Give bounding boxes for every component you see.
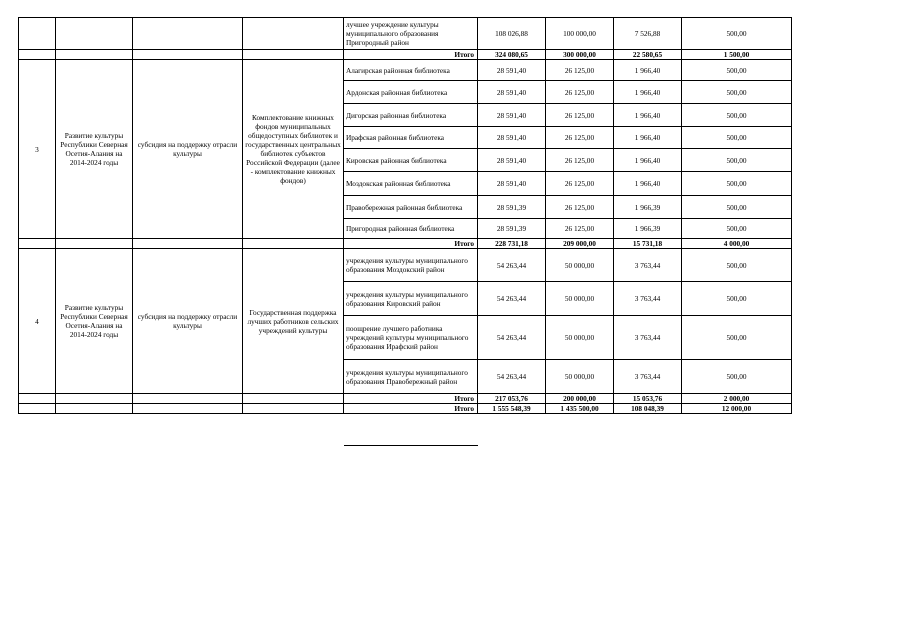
republic-amount-cell: 1 966,40: [614, 60, 682, 81]
total-amount-cell: 28 591,40: [478, 172, 546, 196]
table-row: [19, 18, 792, 50]
recipient-cell: учреждения культуры муниципального образования Кировский район: [344, 282, 478, 316]
republic-amount-cell: 1 966,40: [614, 172, 682, 196]
recipient-cell: Дигорская районная библиотека: [344, 104, 478, 127]
federal-amount-cell: 26 125,00: [546, 219, 614, 239]
recipient-cell: Алагирская районная библиотека: [344, 60, 478, 81]
subtotal-federal: 200 000,00: [546, 394, 614, 404]
grand-total-republic: 108 048,39: [614, 404, 682, 414]
recipient-cell: поощрение лучшего работника учреждений культуры муниципального образования Ирафский район: [344, 316, 478, 360]
subtotal-republic: 22 580,65: [614, 50, 682, 60]
empty-cell: [19, 394, 56, 404]
federal-amount-cell: 50 000,00: [546, 360, 614, 394]
empty-cell: [243, 394, 344, 404]
recipient-cell: Пригородная районная библиотека: [344, 219, 478, 239]
total-amount-cell: 28 591,40: [478, 149, 546, 172]
table-row: [19, 249, 792, 282]
purpose-cell: Комплектование книжных фондов муниципальных общедоступных библиотек и государственных центральных библиотек субъектов Российской Федерации (далее - комплектование книжных фондов): [243, 60, 344, 239]
total-amount-cell: 54 263,44: [478, 316, 546, 360]
total-amount-cell: 28 591,40: [478, 60, 546, 81]
total-amount-cell: 28 591,39: [478, 196, 546, 219]
total-amount-cell: 28 591,40: [478, 81, 546, 104]
federal-amount-cell: 26 125,00: [546, 60, 614, 81]
budget-table: [18, 17, 792, 414]
total-amount-cell: 108 026,88: [478, 18, 546, 50]
empty-cell: [243, 404, 344, 414]
empty-cell: [56, 239, 133, 249]
empty-cell: [133, 404, 243, 414]
republic-amount-cell: 1 966,40: [614, 104, 682, 127]
federal-amount-cell: 50 000,00: [546, 282, 614, 316]
empty-cell: [243, 50, 344, 60]
republic-amount-cell: 1 966,39: [614, 219, 682, 239]
subtotal-local: 4 000,00: [682, 239, 792, 249]
recipient-cell: Ирафская районная библиотека: [344, 127, 478, 149]
table-row: [19, 60, 792, 81]
federal-amount-cell: 26 125,00: [546, 127, 614, 149]
recipient-cell: Кировская районная библиотека: [344, 149, 478, 172]
program-cell: Развитие культуры Республики Северная Осетия-Алания на 2014-2024 годы: [56, 249, 133, 394]
federal-amount-cell: 50 000,00: [546, 249, 614, 282]
subtotal-local: 2 000,00: [682, 394, 792, 404]
program-cell: Развитие культуры Республики Северная Осетия-Алания на 2014-2024 годы: [56, 60, 133, 239]
local-amount-cell: 500,00: [682, 360, 792, 394]
empty-cell: [19, 50, 56, 60]
republic-amount-cell: 7 526,88: [614, 18, 682, 50]
purpose-cell: Государственная поддержка лучших работников сельских учреждений культуры: [243, 249, 344, 394]
grand-total-row: [19, 404, 792, 414]
total-amount-cell: 54 263,44: [478, 360, 546, 394]
signature-line: [344, 445, 478, 446]
empty-cell: [56, 404, 133, 414]
federal-amount-cell: 50 000,00: [546, 316, 614, 360]
local-amount-cell: 500,00: [682, 60, 792, 81]
federal-amount-cell: 26 125,00: [546, 196, 614, 219]
republic-amount-cell: 1 966,40: [614, 149, 682, 172]
recipient-cell: Правобережная районная библиотека: [344, 196, 478, 219]
subtotal-label: Итого: [344, 50, 478, 60]
subtotal-federal: 300 000,00: [546, 50, 614, 60]
row-number: 4: [19, 249, 56, 394]
recipient-cell: Ардонская районная библиотека: [344, 81, 478, 104]
subtotal-total: 324 080,65: [478, 50, 546, 60]
recipient-cell: учреждения культуры муниципального образования Правобережный район: [344, 360, 478, 394]
republic-amount-cell: 1 966,40: [614, 127, 682, 149]
federal-amount-cell: 100 000,00: [546, 18, 614, 50]
empty-cell: [133, 394, 243, 404]
empty-cell: [133, 239, 243, 249]
program-cell: [56, 18, 133, 50]
subtotal-republic: 15 053,76: [614, 394, 682, 404]
recipient-cell: Моздокская районная библиотека: [344, 172, 478, 196]
local-amount-cell: 500,00: [682, 219, 792, 239]
local-amount-cell: 500,00: [682, 196, 792, 219]
subtotal-total: 228 731,18: [478, 239, 546, 249]
subtotal-row: [19, 50, 792, 60]
empty-cell: [56, 394, 133, 404]
total-amount-cell: 54 263,44: [478, 282, 546, 316]
grand-total-total: 1 555 548,39: [478, 404, 546, 414]
subsidy-cell: [133, 18, 243, 50]
local-amount-cell: 500,00: [682, 81, 792, 104]
subtotal-label: Итого: [344, 394, 478, 404]
empty-cell: [133, 50, 243, 60]
subtotal-row: [19, 394, 792, 404]
recipient-cell: лучшее учреждение культуры муниципального образования Пригородный район: [344, 18, 478, 50]
empty-cell: [19, 239, 56, 249]
total-amount-cell: 28 591,40: [478, 127, 546, 149]
local-amount-cell: 500,00: [682, 18, 792, 50]
empty-cell: [56, 50, 133, 60]
row-number: [19, 18, 56, 50]
local-amount-cell: 500,00: [682, 249, 792, 282]
subtotal-republic: 15 731,18: [614, 239, 682, 249]
federal-amount-cell: 26 125,00: [546, 172, 614, 196]
republic-amount-cell: 3 763,44: [614, 282, 682, 316]
republic-amount-cell: 1 966,39: [614, 196, 682, 219]
purpose-cell: [243, 18, 344, 50]
local-amount-cell: 500,00: [682, 316, 792, 360]
local-amount-cell: 500,00: [682, 149, 792, 172]
grand-total-label: Итого: [344, 404, 478, 414]
total-amount-cell: 28 591,39: [478, 219, 546, 239]
federal-amount-cell: 26 125,00: [546, 104, 614, 127]
republic-amount-cell: 3 763,44: [614, 249, 682, 282]
recipient-cell: учреждения культуры муниципального образования Моздокский район: [344, 249, 478, 282]
total-amount-cell: 54 263,44: [478, 249, 546, 282]
republic-amount-cell: 3 763,44: [614, 316, 682, 360]
subsidy-cell: субсидия на поддержку отрасли культуры: [133, 60, 243, 239]
federal-amount-cell: 26 125,00: [546, 149, 614, 172]
local-amount-cell: 500,00: [682, 282, 792, 316]
republic-amount-cell: 3 763,44: [614, 360, 682, 394]
local-amount-cell: 500,00: [682, 127, 792, 149]
subtotal-label: Итого: [344, 239, 478, 249]
subsidy-cell: субсидия на поддержку отрасли культуры: [133, 249, 243, 394]
local-amount-cell: 500,00: [682, 172, 792, 196]
local-amount-cell: 500,00: [682, 104, 792, 127]
republic-amount-cell: 1 966,40: [614, 81, 682, 104]
grand-total-local: 12 000,00: [682, 404, 792, 414]
subtotal-federal: 209 000,00: [546, 239, 614, 249]
subtotal-row: [19, 239, 792, 249]
federal-amount-cell: 26 125,00: [546, 81, 614, 104]
subtotal-total: 217 053,76: [478, 394, 546, 404]
subtotal-local: 1 500,00: [682, 50, 792, 60]
row-number: 3: [19, 60, 56, 239]
empty-cell: [19, 404, 56, 414]
empty-cell: [243, 239, 344, 249]
total-amount-cell: 28 591,40: [478, 104, 546, 127]
grand-total-federal: 1 435 500,00: [546, 404, 614, 414]
